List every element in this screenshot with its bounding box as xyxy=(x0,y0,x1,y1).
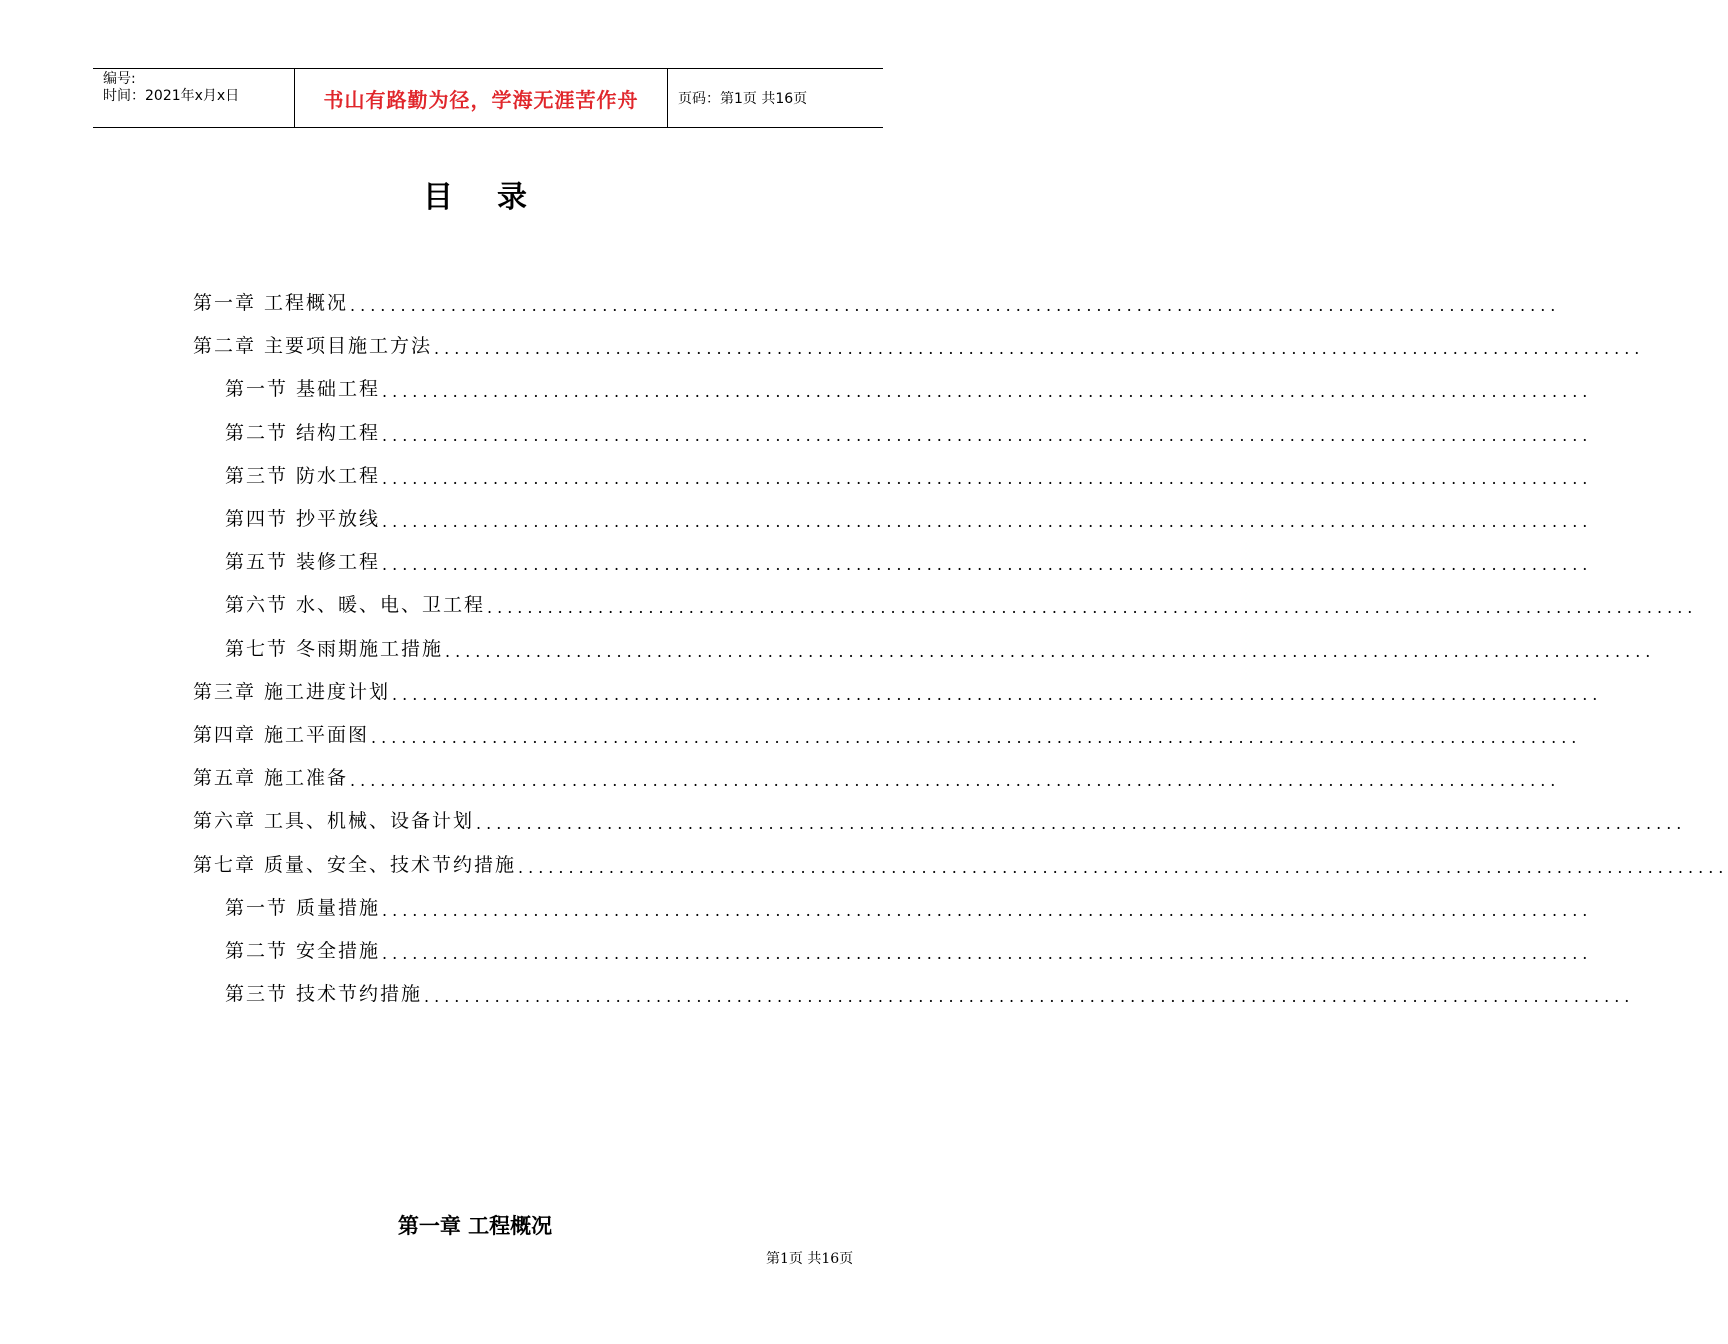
toc-entry[interactable] xyxy=(225,501,1593,531)
toc-entry-label: 第四节 抄平放线 xyxy=(225,508,381,530)
toc-entry[interactable] xyxy=(225,976,1635,1007)
toc-entry-label: 第五章 施工准备 xyxy=(193,767,349,790)
header-motto-cell xyxy=(295,69,668,127)
chapter-heading: 第一章 工程概况 xyxy=(397,1213,553,1238)
toc-leader-dots: ........................................................................................................................ xyxy=(518,857,1728,877)
toc-entry-label: 第四章 施工平面图 xyxy=(193,724,370,746)
toc-entry-label: 第六章 工具、机械、设备计划 xyxy=(193,810,475,833)
header-meta xyxy=(93,69,295,127)
serial-label: 编号: xyxy=(103,71,136,87)
page-header xyxy=(93,68,883,128)
toc-entry-label: 第三节 技术节约措施 xyxy=(225,983,423,1006)
toc-entry[interactable] xyxy=(225,371,1593,402)
toc-entry-label: 第二节 结构工程 xyxy=(225,421,381,444)
toc-entry[interactable] xyxy=(193,803,1687,834)
toc-leader-dots: ........................................................................................................................ xyxy=(371,728,1582,747)
toc-entry[interactable] xyxy=(225,458,1593,488)
toc-entry[interactable] xyxy=(225,544,1593,575)
page-footer: 第1页 共16页 xyxy=(766,1251,854,1267)
toc-entry[interactable] xyxy=(193,285,1561,315)
header-page-info-cell xyxy=(668,69,883,127)
toc-entry-label: 第一节 质量措施 xyxy=(225,896,381,919)
motto: 书山有路勤为径，学海无涯苦作舟 xyxy=(323,87,639,112)
toc-entry-label: 第二节 安全措施 xyxy=(225,940,381,962)
toc-entry[interactable] xyxy=(225,587,1698,618)
toc-leader-dots: ........................................................................................................................ xyxy=(424,987,1635,1007)
toc-leader-dots: ........................................................................................................................ xyxy=(382,382,1593,402)
toc-entry[interactable] xyxy=(225,933,1593,963)
toc-entry[interactable] xyxy=(193,717,1582,747)
toc-leader-dots: ........................................................................................................................ xyxy=(382,425,1593,445)
toc-entry[interactable] xyxy=(193,847,1728,877)
toc-entry-label: 第六节 水、暖、电、卫工程 xyxy=(225,594,486,617)
toc-entry-label: 第二章 主要项目施工方法 xyxy=(193,335,433,358)
time-label: 时间：2021年x月x日 xyxy=(103,88,240,104)
toc-entry-label: 第一节 基础工程 xyxy=(225,378,381,401)
toc-leader-dots: ........................................................................................................................ xyxy=(392,684,1603,704)
toc-leader-dots: ........................................................................................................................ xyxy=(382,512,1593,531)
toc-entry-label: 第五节 装修工程 xyxy=(225,551,381,574)
toc-entry[interactable] xyxy=(225,890,1593,920)
toc-leader-dots: ........................................................................................................................ xyxy=(382,468,1593,488)
toc-leader-dots: ........................................................................................................................ xyxy=(350,771,1561,791)
toc-entry[interactable] xyxy=(193,760,1561,791)
page-title: 目录 xyxy=(423,180,571,215)
toc-leader-dots: ........................................................................................................................ xyxy=(487,598,1698,618)
toc-entry[interactable] xyxy=(193,674,1603,704)
toc-entry[interactable] xyxy=(225,415,1593,445)
toc-entry-label: 第一章 工程概况 xyxy=(193,292,349,314)
toc-entry-label: 第三章 施工进度计划 xyxy=(193,680,391,703)
toc-leader-dots: ........................................................................................................................ xyxy=(350,296,1561,315)
page-info: 页码：第1页 共16页 xyxy=(678,91,808,107)
toc-leader-dots: ........................................................................................................................ xyxy=(382,944,1593,963)
toc-entry-label: 第七节 冬雨期施工措施 xyxy=(225,637,444,660)
toc-leader-dots: ........................................................................................................................ xyxy=(434,339,1645,359)
toc-leader-dots: ........................................................................................................................ xyxy=(382,900,1593,920)
toc-leader-dots: ........................................................................................................................ xyxy=(382,555,1593,575)
toc-entry[interactable] xyxy=(193,328,1645,359)
toc-entry[interactable] xyxy=(225,631,1656,661)
toc-leader-dots: ........................................................................................................................ xyxy=(445,641,1656,661)
toc-leader-dots: ........................................................................................................................ xyxy=(476,814,1687,834)
toc-entry-label: 第七章 质量、安全、技术节约措施 xyxy=(193,853,517,876)
toc-entry-label: 第三节 防水工程 xyxy=(225,464,381,487)
